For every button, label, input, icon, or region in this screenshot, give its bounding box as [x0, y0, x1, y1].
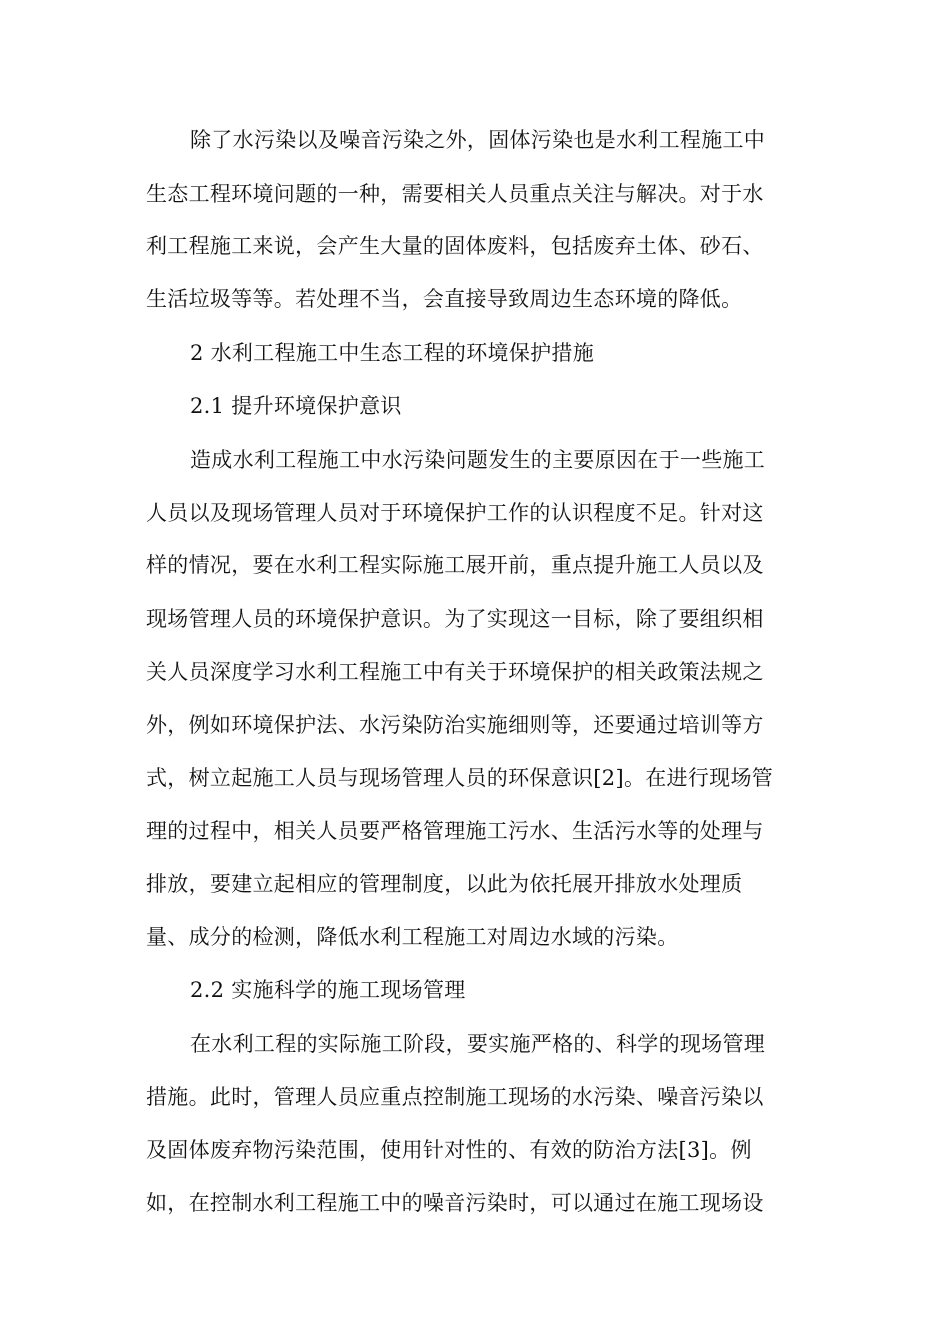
section-heading: 2 水利工程施工中生态工程的环境保护措施: [190, 341, 595, 365]
paragraph-line: 生态工程环境问题的一种，需要相关人员重点关注与解决。对于水: [146, 182, 764, 206]
subsection-heading: 2.2 实施科学的施工现场管理: [190, 978, 466, 1002]
paragraph-line: 外，例如环境保护法、水污染防治实施细则等，还要通过培训等方: [146, 713, 764, 737]
paragraph-line: 排放，要建立起相应的管理制度，以此为依托展开排放水处理质: [146, 872, 743, 896]
paragraph-line: 生活垃圾等等。若处理不当，会直接导致周边生态环境的降低。: [146, 287, 743, 311]
paragraph-line: 及固体废弃物污染范围，使用针对性的、有效的防治方法[3]。例: [146, 1138, 752, 1162]
paragraph-line: 关人员深度学习水利工程施工中有关于环境保护的相关政策法规之: [146, 660, 764, 684]
paragraph-line: 样的情况，要在水利工程实际施工展开前，重点提升施工人员以及: [146, 553, 764, 577]
paragraph-line: 措施。此时，管理人员应重点控制施工现场的水污染、噪音污染以: [146, 1085, 764, 1109]
paragraph-line: 在水利工程的实际施工阶段，要实施严格的、科学的现场管理: [190, 1032, 766, 1056]
paragraph-line: 人员以及现场管理人员对于环境保护工作的认识程度不足。针对这: [146, 501, 764, 525]
paragraph-line: 式，树立起施工人员与现场管理人员的环保意识[2]。在进行现场管: [146, 766, 774, 790]
subsection-heading: 2.1 提升环境保护意识: [190, 394, 402, 418]
paragraph-line: 理的过程中，相关人员要严格管理施工污水、生活污水等的处理与: [146, 819, 764, 843]
paragraph-line: 如，在控制水利工程施工中的噪音污染时，可以通过在施工现场设: [146, 1191, 764, 1215]
paragraph-line: 现场管理人员的环境保护意识。为了实现这一目标，除了要组织相: [146, 607, 764, 631]
paragraph-line: 量、成分的检测，降低水利工程施工对周边水域的污染。: [146, 925, 679, 949]
paragraph-line: 除了水污染以及噪音污染之外，固体污染也是水利工程施工中: [190, 128, 766, 152]
paragraph-line: 造成水利工程施工中水污染问题发生的主要原因在于一些施工: [190, 448, 766, 472]
paragraph-line: 利工程施工来说，会产生大量的固体废料，包括废弃土体、砂石、: [146, 234, 764, 258]
